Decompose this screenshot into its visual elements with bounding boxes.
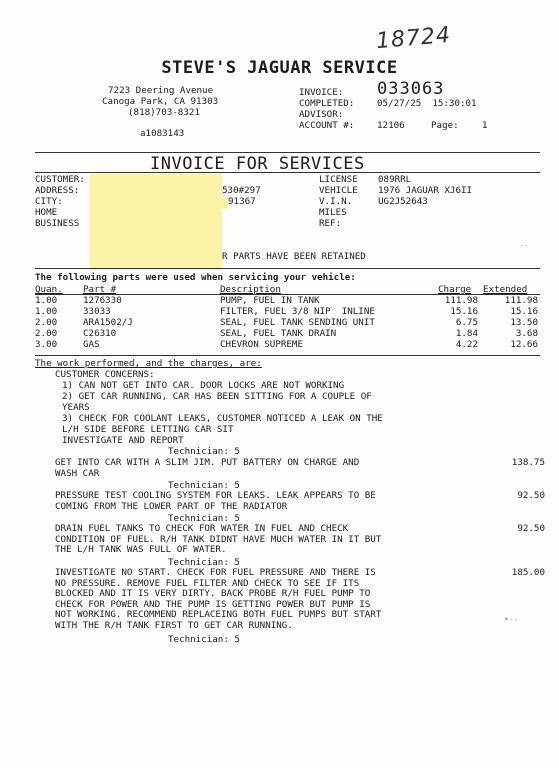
work-item-description: DRAIN FUEL TANKS TO CHECK FOR WATER IN FUEL AND CHECK CONDITION OF FUEL. R/H TANK DIDNT HAVE MUCH WATER IN IT BUT THE L/H TANK WAS FULL OF WATER. (55, 523, 382, 556)
shop-address-line1: 7223 Deering Avenue (108, 85, 214, 96)
redaction-patch (90, 208, 222, 270)
part-extended: 3.68 (515, 328, 538, 339)
advisor-label: ADVISOR: (299, 109, 344, 120)
part-extended: 13.50 (510, 317, 538, 328)
handwritten-note: 18724 (375, 22, 452, 55)
concern-line: INVESTIGATE AND REPORT (62, 435, 184, 446)
work-item-technician: Technician: 5 (168, 513, 240, 524)
title-bottom-rule (35, 172, 540, 173)
part-qty: 2.00 (35, 317, 58, 328)
invoice-number: 033063 (377, 79, 445, 99)
quan-header: Quan. (35, 284, 63, 295)
part-charge: 6.75 (455, 317, 478, 328)
concern-line: 2) GET CAR RUNNING, CAR HAS BEEN SITTING FOR A COUPLE OF (62, 391, 372, 402)
city-visible-fragment: 91367 (228, 196, 256, 207)
work-item-technician: Technician: 5 (168, 634, 240, 645)
concerns-title: CUSTOMER CONCERNS: (55, 369, 155, 380)
part-charge: 15.16 (450, 306, 478, 317)
work-item-amount: 185.00 (511, 567, 545, 578)
business-label: BUSINESS (35, 218, 80, 229)
desc-header: Description (220, 284, 281, 295)
part-extended: 15.16 (510, 306, 538, 317)
scan-speck: ·- (519, 241, 529, 250)
work-top-rule (35, 355, 540, 356)
table-row (35, 295, 540, 306)
redaction-patch (90, 174, 222, 186)
work-item (55, 524, 545, 556)
part-qty: 1.00 (35, 295, 58, 306)
part-number: GAS (83, 339, 100, 350)
page-value: 1 (482, 120, 488, 131)
work-item-amount: 92.50 (517, 523, 545, 534)
part-extended: 111.98 (504, 295, 538, 306)
scan-mark: •-- (504, 615, 519, 624)
invoice-title: INVOICE FOR SERVICES (150, 154, 365, 174)
ref-label: REF: (319, 218, 342, 229)
work-item (55, 491, 545, 512)
work-header: The work performed, and the charges, are: (35, 358, 262, 369)
vehicle-label: VEHICLE (319, 185, 358, 196)
concern-line: YEARS (62, 402, 90, 413)
part-qty: 3.00 (35, 339, 58, 350)
home-label: HOME (35, 207, 58, 218)
work-item (55, 458, 545, 479)
work-item-amount: 92.50 (517, 490, 545, 501)
work-item-amount: 138.75 (511, 457, 545, 468)
concern-line: 1) CAN NOT GET INTO CAR. DOOR LOCKS ARE NOT WORKING (62, 380, 345, 391)
part-charge: 1.84 (455, 328, 478, 339)
parts-retained-notice: R PARTS HAVE BEEN RETAINED (222, 251, 366, 262)
vin-value: UG2J52643 (378, 196, 428, 207)
part-description: SEAL, FUEL TANK DRAIN (220, 328, 337, 339)
work-item-description: INVESTIGATE NO START. CHECK FOR FUEL PRESSURE AND THERE IS NO PRESSURE. REMOVE FUEL FILTER AND CHECK TO SEE IF ITS BLOCKED AND IT IS VERY DIRTY. BACK PROBE R/H FUEL PUMP TO CHECK FOR POWER AND THE PUMP IS GETTING POWER BUT PUMP IS NOT WORKING. RECOMMEND REPLACEING BOTH FUEL PUMPS BUT START WITH THE R/H TANK FIRST TO GET CAR RUNNING. (55, 567, 382, 631)
part-number: C26310 (83, 328, 117, 339)
work-item-technician: Technician: 5 (168, 557, 240, 568)
completed-label: COMPLETED: (299, 98, 355, 109)
charge-header: Charge (438, 284, 472, 295)
part-number: 1276330 (83, 295, 122, 306)
work-item-description: PRESSURE TEST COOLING SYSTEM FOR LEAKS. LEAK APPEARS TO BE COMING FROM THE LOWER PART OF THE RADIATOR (55, 490, 376, 512)
part-qty: 2.00 (35, 328, 58, 339)
part-description: SEAL, FUEL TANK SENDING UNIT (220, 317, 375, 328)
part-extended: 12.66 (510, 339, 538, 350)
part-number: ARA1502/J (83, 317, 133, 328)
table-row (35, 339, 540, 350)
work-item (55, 568, 545, 632)
miles-label: MILES (319, 207, 347, 218)
part-description: PUMP, FUEL IN TANK (220, 295, 320, 306)
shop-address-line2: Canoga Park, CA 91303 (102, 96, 219, 107)
completed-value: 05/27/25 15:30:01 (377, 98, 477, 109)
table-row (35, 328, 540, 339)
work-item-technician: Technician: 5 (168, 480, 240, 491)
part-header: Part # (83, 284, 117, 295)
work-item-description: GET INTO CAR WITH A SLIM JIM. PUT BATTERY ON CHARGE AND WASH CAR (55, 457, 360, 479)
part-charge: 111.98 (444, 295, 478, 306)
address-label: ADDRESS: (35, 185, 80, 196)
license-value: 089RRL (378, 174, 412, 185)
parts-intro: The following parts were used when servicing your vehicle: (35, 272, 356, 283)
vin-label: V.I.N. (319, 196, 353, 207)
part-description: FILTER, FUEL 3/8 NIP INLINE (220, 306, 375, 317)
customer-label: CUSTOMER: (35, 174, 85, 185)
parts-top-rule (35, 268, 540, 269)
extended-header: Extended (483, 284, 528, 295)
account-label: ACCOUNT #: (299, 120, 355, 131)
concerns-technician: Technician: 5 (168, 446, 240, 457)
table-row (35, 317, 540, 328)
shop-name: STEVE'S JAGUAR SERVICE (161, 58, 398, 78)
shop-phone: (818)703-8321 (128, 107, 200, 118)
vehicle-value: 1976 JAGUAR XJ6II (378, 185, 473, 196)
table-row (35, 306, 540, 317)
concern-line: L/H SIDE BEFORE LETTING CAR SIT (62, 424, 234, 435)
invoice-label: INVOICE: (299, 87, 344, 98)
title-top-rule (35, 152, 540, 153)
page-label: Page: (431, 120, 459, 131)
part-charge: 4.22 (455, 339, 478, 350)
concern-line: 3) CHECK FOR COOLANT LEAKS, CUSTOMER NOTICED A LEAK ON THE (62, 413, 383, 424)
account-value: 12106 (377, 120, 405, 131)
address-visible-fragment: 530#297 (222, 185, 261, 196)
part-number: 33033 (83, 306, 111, 317)
license-label: LICENSE (319, 174, 358, 185)
part-description: CHEVRON SUPREME (220, 339, 303, 350)
city-label: CITY: (35, 196, 63, 207)
shop-license-number: a1083143 (140, 128, 185, 139)
part-qty: 1.00 (35, 306, 58, 317)
